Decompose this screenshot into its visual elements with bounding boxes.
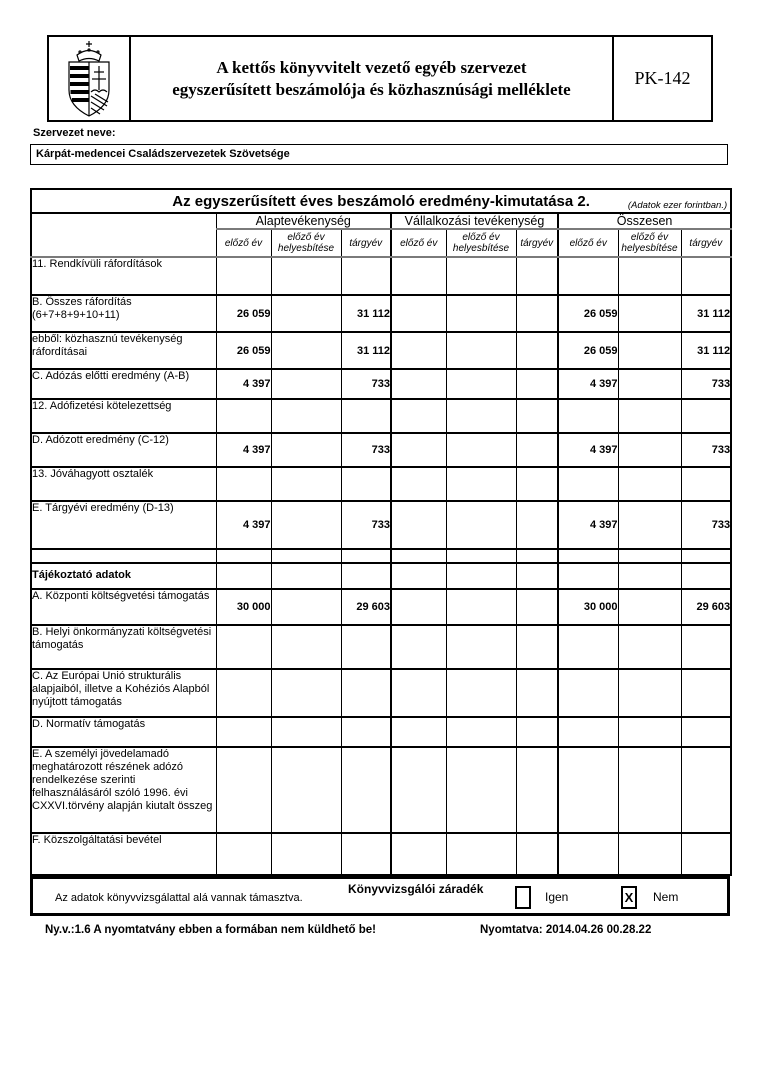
value-cell: 26 059 <box>558 295 618 332</box>
value-cell: 4 397 <box>558 433 618 467</box>
table-row <box>31 295 731 332</box>
form-title-line2: egyszerűsített beszámolója és közhasznúsági melléklete <box>172 79 571 99</box>
form-code: PK-142 <box>634 68 691 88</box>
value-cell: 733 <box>681 433 731 467</box>
value-cell <box>446 399 516 433</box>
value-cell <box>391 563 446 589</box>
table-row <box>31 433 731 467</box>
value-cell: 26 059 <box>216 295 271 332</box>
table-row <box>31 332 731 369</box>
value-cell <box>681 563 731 589</box>
value-cell <box>681 625 731 669</box>
table-row <box>31 669 731 717</box>
value-cell <box>341 257 391 295</box>
sub-col-elozo-ev: előző év <box>391 229 446 257</box>
result-table-body <box>31 189 731 875</box>
value-cell <box>391 625 446 669</box>
result-table <box>30 188 732 876</box>
value-cell <box>446 433 516 467</box>
value-cell <box>558 669 618 717</box>
row-label: ebből: közhasznú tevékenység ráfordításai <box>31 332 216 369</box>
value-cell <box>341 467 391 501</box>
value-cell <box>516 669 558 717</box>
value-cell <box>516 467 558 501</box>
value-cell <box>341 625 391 669</box>
value-cell <box>271 549 341 563</box>
row-label: 12. Adófizetési kötelezettség <box>31 399 216 433</box>
value-cell: 4 397 <box>216 369 271 399</box>
value-cell <box>618 833 681 875</box>
value-cell <box>516 625 558 669</box>
value-cell <box>681 717 731 747</box>
checkbox-nem-label: Nem <box>653 890 679 904</box>
value-cell <box>681 747 731 833</box>
value-cell <box>446 501 516 549</box>
value-cell <box>216 717 271 747</box>
value-cell <box>341 747 391 833</box>
section-row <box>31 563 731 589</box>
value-cell: 733 <box>341 501 391 549</box>
table-row <box>31 747 731 833</box>
value-cell <box>391 332 446 369</box>
value-cell: 29 603 <box>341 589 391 625</box>
value-cell <box>618 295 681 332</box>
value-cell <box>516 257 558 295</box>
value-cell <box>391 669 446 717</box>
value-cell <box>391 717 446 747</box>
value-cell <box>271 433 341 467</box>
value-cell <box>391 295 446 332</box>
sub-col-elozo-ev-helyesbitese: előző év helyesbítése <box>446 229 516 257</box>
row-label: D. Normatív támogatás <box>31 717 216 747</box>
row-label: A. Központi költségvetési támogatás <box>31 589 216 625</box>
value-cell <box>446 833 516 875</box>
spacer-row <box>31 549 731 563</box>
value-cell: 733 <box>341 433 391 467</box>
value-cell <box>618 433 681 467</box>
value-cell: 4 397 <box>216 501 271 549</box>
sub-col-targyev: tárgyév <box>341 229 391 257</box>
value-cell <box>516 332 558 369</box>
value-cell <box>216 833 271 875</box>
table-row <box>31 501 731 549</box>
value-cell <box>618 399 681 433</box>
value-cell <box>216 563 271 589</box>
value-cell <box>446 332 516 369</box>
table-row <box>31 257 731 295</box>
value-cell <box>391 399 446 433</box>
value-cell <box>341 833 391 875</box>
value-cell: 29 603 <box>681 589 731 625</box>
form-header <box>47 35 713 122</box>
value-cell <box>618 549 681 563</box>
value-cell <box>446 257 516 295</box>
value-cell <box>391 549 446 563</box>
value-cell <box>341 399 391 433</box>
sub-col-elozo-ev: előző év <box>216 229 271 257</box>
value-cell: 733 <box>681 501 731 549</box>
value-cell <box>216 549 271 563</box>
value-cell <box>618 625 681 669</box>
value-cell <box>271 747 341 833</box>
value-cell: 31 112 <box>681 332 731 369</box>
value-cell <box>446 625 516 669</box>
row-label: B. Összes ráfordítás (6+7+8+9+10+11) <box>31 295 216 332</box>
value-cell <box>516 549 558 563</box>
value-cell <box>516 563 558 589</box>
printed-timestamp: Nyomtatva: 2014.04.26 00.28.22 <box>480 924 652 936</box>
value-cell <box>681 833 731 875</box>
table-row <box>31 833 731 875</box>
value-cell <box>391 467 446 501</box>
value-cell <box>216 257 271 295</box>
row-label: C. Az Európai Unió strukturális alapjaiból, illetve a Kohéziós Alapból nyújtott támogatás <box>31 669 216 717</box>
value-cell <box>391 501 446 549</box>
value-cell <box>558 257 618 295</box>
value-cell <box>618 717 681 747</box>
value-cell <box>216 467 271 501</box>
value-cell <box>558 833 618 875</box>
value-cell <box>558 563 618 589</box>
value-cell <box>271 833 341 875</box>
version-note: Ny.v.:1.6 A nyomtatvány ebben a formában nem küldhető be! <box>45 924 377 936</box>
checkbox-igen <box>515 886 531 909</box>
value-cell <box>341 549 391 563</box>
value-cell <box>216 399 271 433</box>
value-cell <box>618 332 681 369</box>
value-cell <box>558 625 618 669</box>
value-cell <box>341 669 391 717</box>
form-title <box>131 37 614 120</box>
org-name-box <box>30 144 728 165</box>
value-cell <box>446 589 516 625</box>
value-cell <box>271 669 341 717</box>
value-cell <box>558 717 618 747</box>
row-label: 11. Rendkívüli ráfordítások <box>31 257 216 295</box>
row-label: E. A személyi jövedelamadó meghatározott részének adózó rendelkezése szerinti felhasználásáról szóló 1996. évi CXXVI.törvény alapján kiutalt összeg <box>31 747 216 833</box>
value-cell <box>516 399 558 433</box>
value-cell <box>516 433 558 467</box>
row-label: E. Tárgyévi eredmény (D-13) <box>31 501 216 549</box>
org-name-label: Szervezet neve: <box>33 127 116 139</box>
value-cell <box>391 369 446 399</box>
value-cell <box>618 369 681 399</box>
value-cell <box>681 257 731 295</box>
value-cell <box>391 833 446 875</box>
checkbox-nem: X <box>621 886 637 909</box>
checkbox-igen-label: Igen <box>545 890 569 904</box>
value-cell <box>271 589 341 625</box>
column-group-row <box>31 213 731 229</box>
value-cell <box>216 747 271 833</box>
value-cell <box>271 257 341 295</box>
value-cell <box>446 747 516 833</box>
row-label: C. Adózás előtti eredmény (A-B) <box>31 369 216 399</box>
form-title-line1: A kettős könyvvitelt vezető egyéb szervezet <box>216 57 527 77</box>
value-cell <box>446 549 516 563</box>
value-cell: 30 000 <box>558 589 618 625</box>
value-cell <box>558 549 618 563</box>
value-cell: 4 397 <box>558 501 618 549</box>
value-cell <box>618 467 681 501</box>
sub-col-targyev: tárgyév <box>681 229 731 257</box>
value-cell <box>216 669 271 717</box>
table-row <box>31 399 731 433</box>
value-cell <box>391 433 446 467</box>
value-cell <box>271 399 341 433</box>
value-cell <box>516 747 558 833</box>
row-label: D. Adózott eredmény (C-12) <box>31 433 216 467</box>
value-cell: 26 059 <box>558 332 618 369</box>
value-cell: 31 112 <box>681 295 731 332</box>
column-group-osszesen: Összesen <box>558 213 731 229</box>
value-cell <box>271 717 341 747</box>
value-cell <box>558 399 618 433</box>
value-cell <box>341 717 391 747</box>
row-label: B. Helyi önkormányzati költségvetési támogatás <box>31 625 216 669</box>
row-label: 13. Jóváhagyott osztalék <box>31 467 216 501</box>
sub-col-elozo-ev-helyesbitese: előző év helyesbítése <box>271 229 341 257</box>
value-cell <box>446 295 516 332</box>
value-cell: 30 000 <box>216 589 271 625</box>
value-cell <box>446 369 516 399</box>
value-cell <box>558 747 618 833</box>
value-cell <box>618 747 681 833</box>
value-cell <box>271 467 341 501</box>
value-cell <box>271 369 341 399</box>
table-title-row <box>31 189 731 213</box>
value-cell <box>618 589 681 625</box>
table-row <box>31 589 731 625</box>
row-label: Tájékoztató adatok <box>31 563 216 589</box>
value-cell <box>271 501 341 549</box>
audit-label: Könyvvizsgálói záradék <box>348 882 484 896</box>
value-cell <box>446 467 516 501</box>
sub-col-elozo-ev: előző év <box>558 229 618 257</box>
value-cell <box>618 563 681 589</box>
value-cell <box>516 833 558 875</box>
value-cell <box>516 717 558 747</box>
sub-col-targyev: tárgyév <box>516 229 558 257</box>
table-row <box>31 625 731 669</box>
value-cell <box>618 669 681 717</box>
hungarian-coat-of-arms-icon <box>61 40 117 118</box>
crest-cell <box>49 37 131 120</box>
value-cell <box>271 625 341 669</box>
value-cell <box>681 399 731 433</box>
value-cell <box>341 563 391 589</box>
value-cell <box>216 625 271 669</box>
value-cell <box>271 563 341 589</box>
value-cell <box>681 669 731 717</box>
audit-bar <box>30 876 730 916</box>
org-name: Kárpát-medencei Családszervezetek Szövetsége <box>36 148 290 160</box>
value-cell: 733 <box>341 369 391 399</box>
value-cell <box>558 467 618 501</box>
value-cell <box>681 549 731 563</box>
row-label <box>31 549 216 563</box>
value-cell <box>391 747 446 833</box>
value-cell: 733 <box>681 369 731 399</box>
value-cell <box>271 295 341 332</box>
value-cell <box>446 563 516 589</box>
value-cell <box>516 501 558 549</box>
value-cell <box>271 332 341 369</box>
value-cell <box>391 257 446 295</box>
value-cell: 31 112 <box>341 295 391 332</box>
value-cell <box>516 589 558 625</box>
value-cell <box>446 669 516 717</box>
value-cell <box>618 257 681 295</box>
row-label: F. Közszolgáltatási bevétel <box>31 833 216 875</box>
value-cell: 4 397 <box>216 433 271 467</box>
table-row <box>31 467 731 501</box>
audit-statement: Az adatok könyvvizsgálattal alá vannak támasztva. <box>55 892 303 904</box>
column-group-alaptevekenyseg: Alaptevékenység <box>216 213 391 229</box>
value-cell <box>446 717 516 747</box>
value-cell <box>516 295 558 332</box>
value-cell <box>516 369 558 399</box>
value-cell: 4 397 <box>558 369 618 399</box>
column-group-vallalkozasi: Vállalkozási tevékenység <box>391 213 558 229</box>
corner-cell <box>31 213 216 257</box>
value-cell <box>618 501 681 549</box>
value-cell <box>391 589 446 625</box>
table-row <box>31 717 731 747</box>
value-cell: 26 059 <box>216 332 271 369</box>
unit-note: (Adatok ezer forintban.) <box>627 200 728 211</box>
table-title: Az egyszerűsített éves beszámoló eredmény-kimutatása 2. <box>172 192 590 210</box>
value-cell <box>681 467 731 501</box>
table-row <box>31 369 731 399</box>
value-cell: 31 112 <box>341 332 391 369</box>
sub-col-elozo-ev-helyesbitese: előző év helyesbítése <box>618 229 681 257</box>
